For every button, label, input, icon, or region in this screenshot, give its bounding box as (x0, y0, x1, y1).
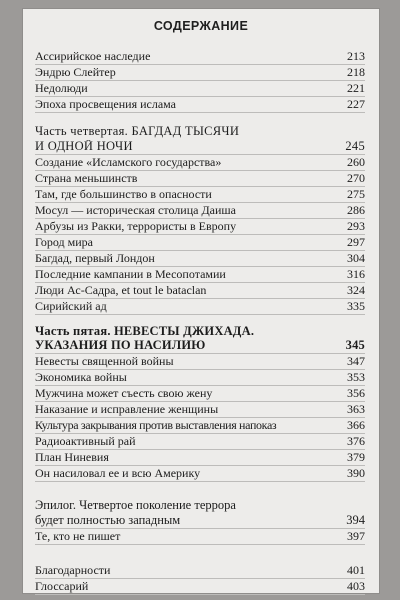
toc-entry (35, 81, 365, 97)
toc-entry-title: Радиоактивный рай (35, 435, 136, 448)
toc-entry-title: Люди Ас-Садра, et tout le bataclan (35, 283, 207, 297)
toc-entry-title: Там, где большинство в опасности (35, 187, 212, 201)
toc-entry-page: 218 (347, 65, 365, 79)
toc-entry (35, 187, 365, 203)
toc-entry (35, 418, 365, 434)
toc-entry-title: Культура закрывания против выставления напоказ (35, 419, 277, 432)
toc-entry (35, 203, 365, 219)
table-of-contents (35, 49, 365, 595)
toc-entry (35, 267, 365, 283)
toc-entry-page: 270 (347, 170, 365, 185)
toc-entry-page: 324 (347, 282, 365, 297)
toc-entry (35, 563, 365, 579)
toc-entry-title: Глоссарий (35, 579, 89, 593)
toc-entry-page: 376 (347, 434, 365, 448)
part-five-page: 345 (345, 338, 365, 352)
toc-entry-page: 221 (347, 81, 365, 95)
toc-entry-title: Создание «Исламского государства» (35, 155, 222, 169)
book-page (22, 8, 380, 594)
contents-heading: СОДЕРЖАНИЕ (153, 19, 249, 33)
toc-entry-page: 401 (347, 562, 365, 577)
toc-entry (35, 49, 365, 65)
part-five-line-2: УКАЗАНИЯ ПО НАСИЛИЮ (35, 339, 206, 352)
toc-entry (35, 251, 365, 267)
toc-entry-title: Недолюди (35, 82, 88, 95)
toc-entry-title: Багдад, первый Лондон (35, 251, 155, 265)
toc-entry (35, 386, 365, 402)
toc-entry-page: 397 (347, 528, 365, 543)
toc-entry (35, 370, 365, 386)
toc-entry-page: 363 (347, 402, 365, 416)
toc-entry-title: Страна меньшинств (35, 171, 138, 185)
toc-entry-title: Наказание и исправление женщины (35, 403, 219, 416)
part-five-line-1: Часть пятая. НЕВЕСТЫ ДЖИХАДА. (35, 323, 255, 338)
toc-entry (35, 219, 365, 235)
part-four-line-2: И ОДНОЙ НОЧИ (35, 139, 133, 153)
epilogue-heading (35, 499, 365, 529)
toc-entry (35, 579, 365, 595)
toc-entry-page: 213 (347, 49, 365, 63)
toc-entry (35, 529, 365, 545)
toc-entry-page: 379 (347, 450, 365, 464)
toc-entry-title: Арбузы из Ракки, террористы в Европу (35, 219, 237, 233)
toc-entry-page: 304 (347, 250, 365, 265)
toc-entry-title: Он насиловал ее и всю Америку (35, 467, 201, 480)
toc-entry (35, 299, 365, 315)
toc-entry (35, 65, 365, 81)
toc-entry-title: Экономика войны (35, 371, 127, 384)
toc-entry-title: Город мира (35, 235, 93, 249)
toc-entry (35, 450, 365, 466)
toc-entry-title: Те, кто не пишет (35, 529, 121, 543)
toc-entry-title: Сирийский ад (35, 299, 107, 313)
part-four-page: 245 (345, 138, 365, 153)
toc-entry-title: Благодарности (35, 563, 111, 577)
toc-entry (35, 354, 365, 370)
toc-entry-title: Ассирийское наследие (35, 50, 151, 63)
toc-entry-page: 293 (347, 218, 365, 233)
epilogue-line-1: Эпилог. Четвертое поколение террора (35, 498, 236, 512)
toc-entry-page: 390 (347, 466, 365, 480)
toc-entry (35, 97, 365, 113)
toc-entry (35, 171, 365, 187)
toc-entry-title: Эндрю Слейтер (35, 66, 116, 79)
toc-entry-page: 347 (347, 354, 365, 368)
part-five-heading (35, 325, 365, 355)
toc-entry (35, 402, 365, 418)
toc-entry-page: 260 (347, 154, 365, 169)
toc-entry-title: Мужчина может съесть свою жену (35, 387, 213, 400)
toc-entry-page: 403 (347, 578, 365, 593)
toc-entry-page: 275 (347, 186, 365, 201)
toc-entry-title: Эпоха просвещения ислама (35, 98, 177, 111)
toc-entry-page: 366 (347, 418, 365, 432)
toc-entry-title: Невесты священной войны (35, 355, 174, 368)
epilogue-line-2: будет полностью западным (35, 513, 181, 527)
part-four-heading (35, 125, 365, 155)
toc-entry-page: 297 (347, 234, 365, 249)
toc-entry (35, 235, 365, 251)
toc-entry-page: 356 (347, 386, 365, 400)
toc-entry-page: 227 (347, 97, 365, 111)
toc-entry (35, 283, 365, 299)
toc-entry-title: План Ниневия (35, 451, 109, 464)
toc-entry-page: 335 (347, 298, 365, 313)
part-four-line-1: Часть четвертая. БАГДАД ТЫСЯЧИ (35, 124, 240, 138)
toc-entry (35, 434, 365, 450)
toc-entry-page: 353 (347, 370, 365, 384)
toc-entry-page: 286 (347, 202, 365, 217)
toc-entry-page: 316 (347, 266, 365, 281)
epilogue-page: 394 (346, 512, 365, 527)
toc-entry (35, 155, 365, 171)
toc-entry-title: Мосул — историческая столица Даиша (35, 203, 236, 217)
toc-entry-title: Последние кампании в Месопотамии (35, 267, 226, 281)
toc-entry (35, 466, 365, 482)
